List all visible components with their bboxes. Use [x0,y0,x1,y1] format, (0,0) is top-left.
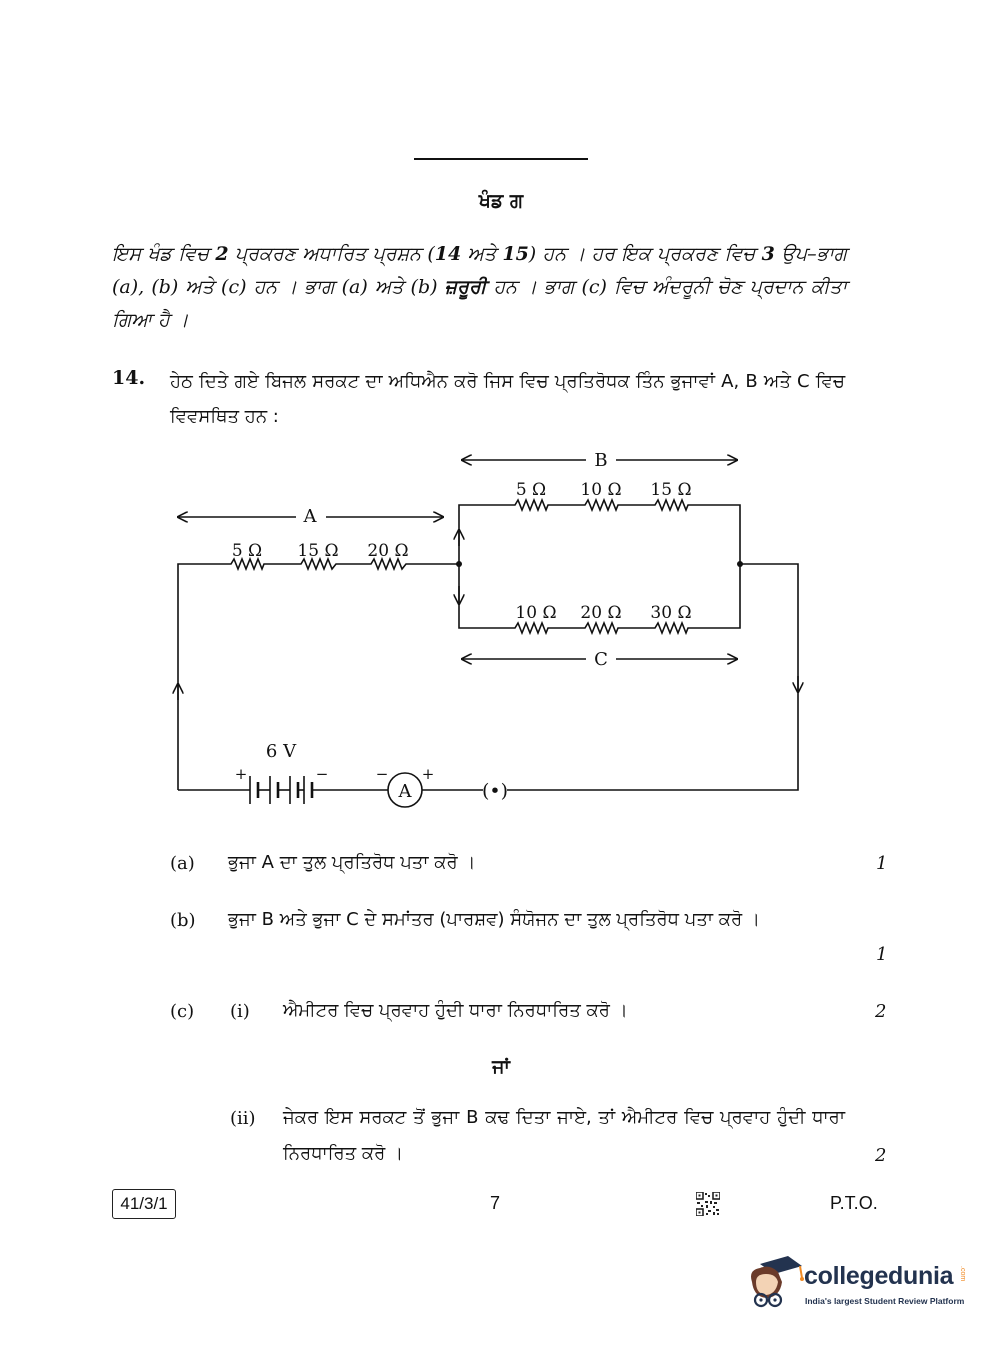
resistor-b2 [582,500,620,510]
resistor-a1-label: 5 Ω [231,541,263,561]
paper-code: 41/3/1 [112,1189,176,1219]
battery-voltage-label: 6 V [265,741,297,762]
pto-label: P.T.O. [830,1193,878,1213]
resistor-a1 [228,559,266,569]
resistor-a3-label: 20 Ω [367,541,409,561]
ammeter-minus: − [375,765,389,783]
part-c-i-marks: 2 [875,1001,887,1022]
part-c-ii-marks: 2 [875,1145,887,1166]
ammeter-plus: + [421,765,435,783]
top-rule [414,158,588,160]
resistor-a2-label: 15 Ω [297,541,339,561]
part-c-i-text: ਐਮੀਟਰ ਵਿਚ ਪ੍ਰਵਾਹ ਹੁੰਦੀ ਧਾਰਾ ਨਿਰਧਾਰਿਤ ਕਰੋ । [283,1000,628,1021]
resistor-a2 [298,559,338,569]
part-c-label: (c) [170,1001,195,1022]
logo-name: collegedunia [804,1262,954,1290]
qr-code-icon [696,1192,720,1216]
collegedunia-logo [742,1252,972,1314]
battery-plus: + [234,765,248,783]
battery [250,776,312,804]
wire-right [507,564,798,790]
key-symbol: (•) [481,780,509,802]
part-b-text: ਭੁਜਾ B ਅਤੇ ਭੁਜਾ C ਦੇ ਸਮਾਂਤਰ (ਪਾਰਸ਼ਵ) ਸੰਯੋਜਨ ਦਾ ਤੁਲ ਪ੍ਰਤਿਰੋਧ ਪਤਾ ਕਰੋ । [228,909,761,930]
wire-b-left [459,505,512,564]
wire-c-right [690,564,740,628]
junction-right [737,561,743,567]
ammeter-label: A [398,781,412,802]
part-a-marks: 1 [876,853,888,874]
arm-a-label: A [303,506,317,527]
part-c-ii-label: (ii) [230,1108,256,1129]
resistor-c1-label: 10 Ω [515,603,557,623]
part-c-ii-text: ਜੇਕਰ ਇਸ ਸਰਕਟ ਤੋਂ ਭੁਜਾ B ਕਢ ਦਿਤਾ ਜਾਏ, ਤਾਂ ਐਮੀਟਰ ਵਿਚ ਪ੍ਰਵਾਹ ਹੁੰਦੀ ਧਾਰਾ ਨਿਰਧਾਰਿਤ ਕਰੋ । [283,1107,845,1164]
wire-c-left [459,564,512,628]
resistor-b2-label: 10 Ω [580,480,622,500]
arm-b-label: B [594,450,608,471]
part-a-text: ਭੁਜਾ A ਦਾ ਤੁਲ ਪ੍ਰਤਿਰੋਧ ਪਤਾ ਕਰੋ । [228,852,476,873]
logo-suffix: .com [959,1266,966,1282]
question-text: ਹੇਠ ਦਿਤੇ ਗਏ ਬਿਜਲ ਸਰਕਟ ਦਾ ਅਧਿਐਨ ਕਰੋ ਜਿਸ ਵਿਚ ਪ੍ਰਤਿਰੋਧਕ ਤਿੰਨ ਭੁਜਾਵਾਂ A, B ਅਤੇ C ਵਿਚ ਵਿਵਸਥਿਤ ਹਨ : [170,371,845,427]
resistor-b1-label: 5 Ω [515,480,547,500]
part-b-marks: 1 [876,944,888,965]
section-instructions: ਇਸ ਖੰਡ ਵਿਚ 2 ਪ੍ਰਕਰਣ ਅਧਾਰਿਤ ਪ੍ਰਸ਼ਨ (14 ਅਤੇ 15) ਹਨ । ਹਰ ਇਕ ਪ੍ਰਕਰਣ ਵਿਚ 3 ਉਪ–ਭਾਗ (a), (b) ਅਤੇ (c) ਹਨ । ਭਾਗ (a) ਅਤੇ (b) ਜ਼ਰੂਰੀ ਹਨ । ਭਾਗ (c) ਵਿਚ ਅੰਦਰੂਨੀ ਚੋਣ ਪ੍ਰਦਾਨ ਕੀਤਾ ਗਿਆ ਹੈ । [112,243,848,331]
wire-left-top [178,564,228,790]
or-label: ਜਾਂ [492,1056,510,1078]
resistor-c3-label: 30 Ω [650,603,692,623]
logo-tagline: India's largest Student Review Platform [805,1296,965,1306]
resistor-c2-label: 20 Ω [580,603,622,623]
ammeter-circle [388,773,422,807]
resistor-b3-label: 15 Ω [650,480,692,500]
mascot-icon [742,1252,804,1314]
resistor-c1 [512,623,550,633]
resistor-c2 [582,623,620,633]
page-number: 7 [490,1193,501,1213]
section-title: ਖੰਡ ਗ [478,190,524,212]
arm-c-label: C [594,649,608,670]
battery-minus: − [315,765,329,783]
resistor-a3 [368,559,408,569]
part-b-label: (b) [170,910,196,931]
junction-left [456,561,462,567]
part-a-label: (a) [170,853,195,874]
resistor-b1 [512,500,550,510]
resistor-c3 [652,623,690,633]
part-c-i-label: (i) [230,1001,250,1022]
question-number: 14. [112,367,146,389]
wire-b-right [690,505,740,564]
resistor-b3 [652,500,690,510]
